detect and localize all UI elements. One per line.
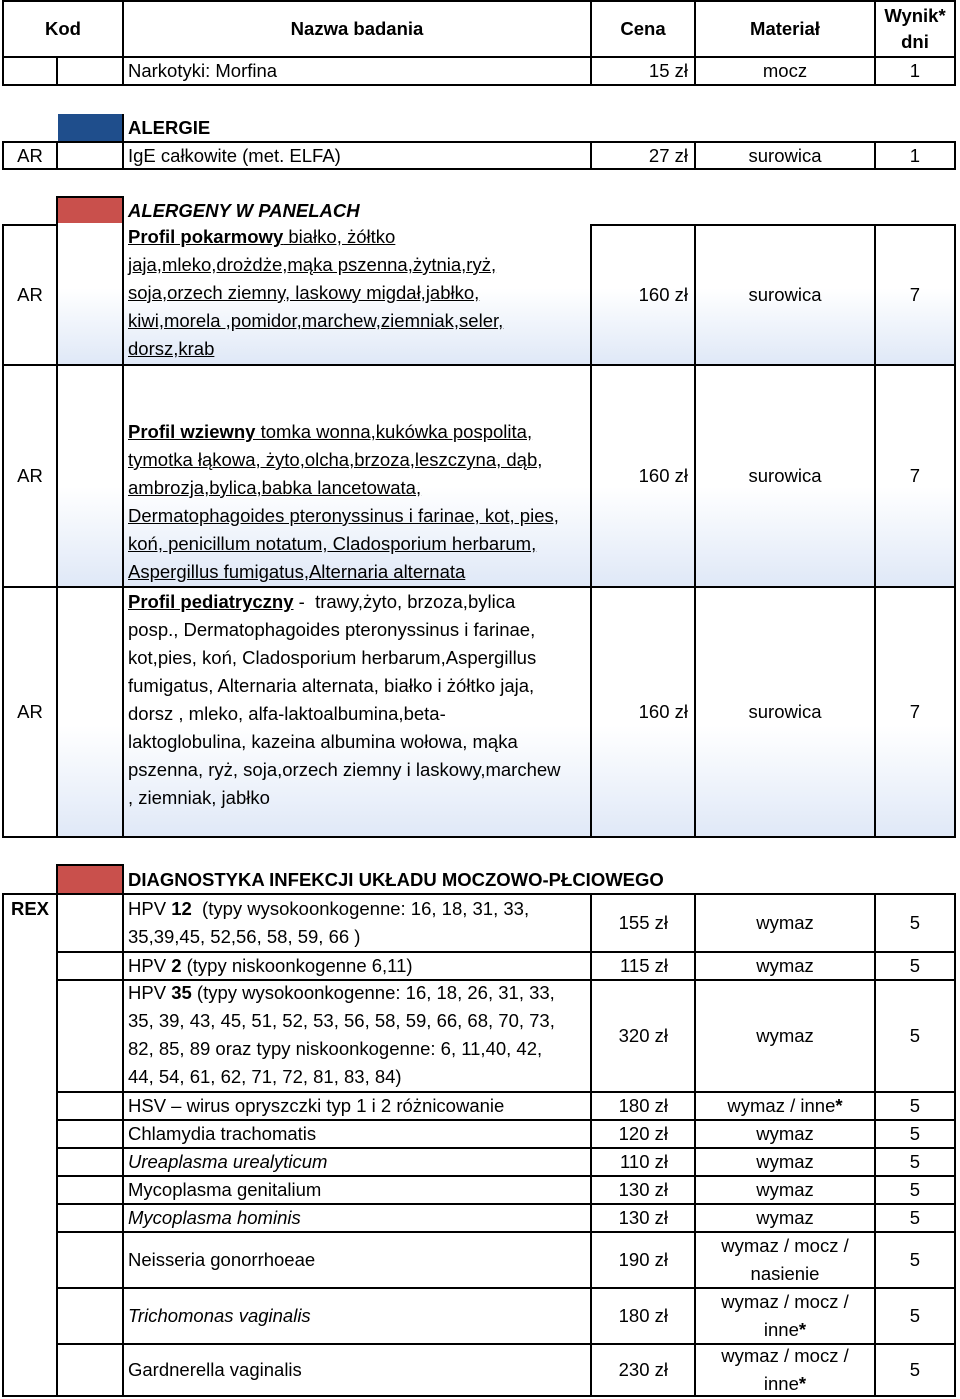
hpv2-price: 115 zł [620, 955, 668, 976]
pediatryczny-line5: laktoglobulina, kazeina albumina wołowa, mąka [128, 731, 518, 752]
hpv35-bold: 35 [171, 982, 192, 1003]
pokarmowy-days: 7 [909, 284, 920, 305]
alergie-name: IgE całkowite (met. ELFA) [128, 144, 341, 166]
hpv12-material: wymaz [756, 912, 814, 933]
hpv35-line2: 82, 85, 89 oraz typy niskoonkogenne: 6, 11,40, 42, [128, 1038, 543, 1059]
mhom-days: 5 [909, 1207, 920, 1228]
section-panele: ALERGENY W PANELACH [128, 199, 360, 221]
pediatryczny-material: surowica [748, 701, 822, 722]
hpv12-price: 155 zł [618, 912, 668, 933]
wziewny-title: Profil wziewny [128, 421, 256, 442]
hpv35-pre: HPV [128, 982, 172, 1003]
infekcje-code: REX [10, 898, 50, 919]
pediatryczny-title: Profil pediatryczny [128, 591, 294, 612]
chlamydia-price: 120 zł [618, 1123, 668, 1144]
hpv2-post: (typy niskoonkogenne 6,11) [181, 955, 413, 976]
pediatryczny-line4: dorsz , mleko, alfa-laktoalbumina,beta- [128, 703, 446, 724]
row-morfina-price: 15 zł [648, 60, 688, 81]
pokarmowy-line2: soja,orzech ziemny, laskowy migdał,jabłko, [128, 282, 480, 303]
neisseria-name: Neisseria gonorrhoeae [128, 1249, 316, 1270]
trichomonas-days: 5 [909, 1305, 920, 1326]
wziewny-line5: Aspergillus fumigatus,Alternaria alternata [128, 561, 466, 582]
gardnerella-material-line1: wymaz / mocz / [721, 1345, 849, 1366]
mgen-price: 130 zł [618, 1179, 668, 1200]
gardnerella-price: 230 zł [618, 1359, 668, 1380]
gardnerella-name: Gardnerella vaginalis [128, 1359, 302, 1380]
hpv35-days: 5 [909, 1025, 920, 1046]
hpv12-days: 5 [909, 912, 920, 933]
gardnerella-material-star: * [798, 1373, 807, 1394]
pokarmowy-line1: jaja,mleko,drożdże,mąka pszenna,żytnia,ryż, [128, 254, 497, 275]
pokarmowy-desc [128, 223, 588, 363]
gardnerella-days: 5 [909, 1359, 920, 1380]
hpv12-pre: HPV [128, 898, 172, 919]
header-wynik-line1: Wynik* [884, 5, 946, 26]
wziewny-code: AR [17, 465, 43, 486]
mhom-name: Mycoplasma hominis [128, 1207, 301, 1228]
trichomonas-material-line2: inne [763, 1319, 799, 1340]
hpv35-price: 320 zł [618, 1025, 668, 1046]
panel-swatch [58, 198, 122, 223]
header-kod: Kod [45, 18, 81, 39]
wziewny-price: 160 zł [638, 465, 688, 486]
section-infekcje: DIAGNOSTYKA INFEKCJI UKŁADU MOCZOWO-PŁCIOWEGO [128, 868, 664, 890]
pediatryczny-line3: fumigatus, Alternaria alternata, białko i żółtko jaja, [128, 675, 535, 696]
neisseria-material [696, 1233, 874, 1287]
gardnerella-material-line2: inne [763, 1373, 799, 1394]
hpv12-bold: 12 [171, 898, 192, 919]
mgen-days: 5 [909, 1179, 920, 1200]
trichomonas-material-star: * [798, 1319, 807, 1340]
wziewny-days: 7 [909, 465, 920, 486]
pediatryczny-desc [128, 588, 588, 812]
hpv2-bold: 2 [171, 955, 182, 976]
hpv2-days: 5 [909, 955, 920, 976]
hpv2-name [124, 953, 590, 979]
mhom-price: 130 zł [618, 1207, 668, 1228]
wziewny-line3: Dermatophagoides pteronyssinus i farinae, kot, pies, [128, 505, 559, 526]
hsv-price: 180 zł [618, 1095, 668, 1116]
chlamydia-name: Chlamydia trachomatis [128, 1123, 317, 1144]
hpv35-line1: 35, 39, 43, 45, 51, 52, 53, 56, 58, 59, 66, 68, 70, 73, [128, 1010, 555, 1031]
trichomonas-name: Trichomonas vaginalis [128, 1305, 311, 1326]
pediatryczny-code: AR [17, 701, 43, 722]
pokarmowy-line4: dorsz,krab [128, 338, 215, 359]
alergie-price: 27 zł [648, 144, 688, 166]
pokarmowy-line0: białko, żółtko [283, 226, 396, 247]
hpv35-material: wymaz [756, 1025, 814, 1046]
mhom-material: wymaz [756, 1207, 814, 1228]
hpv12-post2: 35,39,45, 52,56, 58, 59, 66 ) [128, 926, 361, 947]
pokarmowy-material: surowica [748, 284, 822, 305]
hpv35-line3: 44, 54, 61, 62, 71, 72, 81, 83, 84) [128, 1066, 402, 1087]
hsv-days: 5 [909, 1095, 920, 1116]
hsv-material-star: * [835, 1095, 843, 1116]
header-wynik [876, 2, 954, 56]
pediatryczny-line7: , ziemniak, jabłko [128, 787, 270, 808]
header-cena: Cena [620, 18, 666, 39]
pokarmowy-line3: kiwi,morela ,pomidor,marchew,ziemniak,seler, [128, 310, 504, 331]
wziewny-line1: tymotka łąkowa, żyto,olcha,brzoza,leszczyna, dąb, [128, 449, 543, 470]
alergie-days: 1 [909, 144, 920, 166]
ureaplasma-days: 5 [909, 1151, 920, 1172]
trichomonas-material [696, 1289, 874, 1343]
hsv-material-text: wymaz / inne [727, 1095, 836, 1116]
wziewny-desc [128, 418, 588, 586]
hpv12-post1: (typy wysokoonkogenne: 16, 18, 31, 33, [191, 898, 530, 919]
ureaplasma-material: wymaz [756, 1151, 814, 1172]
hpv35-name [128, 979, 588, 1091]
trichomonas-material-line1: wymaz / mocz / [721, 1291, 849, 1312]
ureaplasma-name: Ureaplasma urealyticum [128, 1151, 328, 1172]
row-morfina-days: 1 [909, 60, 920, 81]
alergie-swatch [58, 114, 122, 141]
section-alergie: ALERGIE [128, 116, 211, 138]
row-morfina-name: Narkotyki: Morfina [128, 60, 278, 81]
neisseria-price: 190 zł [618, 1249, 668, 1270]
neisseria-material-line1: wymaz / mocz / [721, 1235, 849, 1256]
wziewny-line4: koń, penicillum notatum, Cladosporium herbarum, [128, 533, 537, 554]
chlamydia-material: wymaz [756, 1123, 814, 1144]
pediatryczny-line0: - trawy,żyto, brzoza,bylica [293, 591, 516, 612]
wziewny-line0: tomka wonna,kukówka pospolita, [255, 421, 533, 442]
hpv12-name [128, 895, 588, 951]
pediatryczny-days: 7 [909, 701, 920, 722]
row-morfina-material: mocz [762, 60, 808, 81]
pediatryczny-price: 160 zł [638, 701, 688, 722]
mgen-material: wymaz [756, 1179, 814, 1200]
pediatryczny-line6: pszenna, ryż, soja,orzech ziemny i laskowy,marchew [128, 759, 561, 780]
mgen-name: Mycoplasma genitalium [128, 1179, 322, 1200]
pediatryczny-line1: posp., Dermatophagoides pteronyssinus i farinae, [128, 619, 536, 640]
neisseria-days: 5 [909, 1249, 920, 1270]
pokarmowy-title: Profil pokarmowy [128, 226, 284, 247]
hsv-material [696, 1093, 874, 1119]
infekcje-swatch [58, 866, 122, 893]
ureaplasma-price: 110 zł [620, 1151, 668, 1172]
pokarmowy-code: AR [17, 284, 43, 305]
header-wynik-line2: dni [901, 31, 929, 52]
hsv-name: HSV – wirus opryszczki typ 1 i 2 różnicowanie [128, 1095, 505, 1116]
alergie-code: AR [17, 144, 43, 166]
neisseria-material-line2: nasienie [750, 1263, 820, 1284]
alergie-material: surowica [748, 144, 822, 166]
chlamydia-days: 5 [909, 1123, 920, 1144]
pediatryczny-line2: kot,pies, koń, Cladosporium herbarum,Aspergillus [128, 647, 537, 668]
wziewny-material: surowica [748, 465, 822, 486]
pokarmowy-price: 160 zł [638, 284, 688, 305]
hpv2-pre: HPV [128, 955, 172, 976]
gardnerella-material [696, 1343, 874, 1397]
hpv35-line0: (typy wysokoonkogenne: 16, 18, 26, 31, 33, [191, 982, 555, 1003]
header-nazwa: Nazwa badania [290, 18, 424, 39]
header-material: Materiał [750, 18, 820, 39]
wziewny-line2: ambrozja,bylica,babka lancetowata, [128, 477, 422, 498]
trichomonas-price: 180 zł [618, 1305, 668, 1326]
hpv2-material: wymaz [756, 955, 814, 976]
